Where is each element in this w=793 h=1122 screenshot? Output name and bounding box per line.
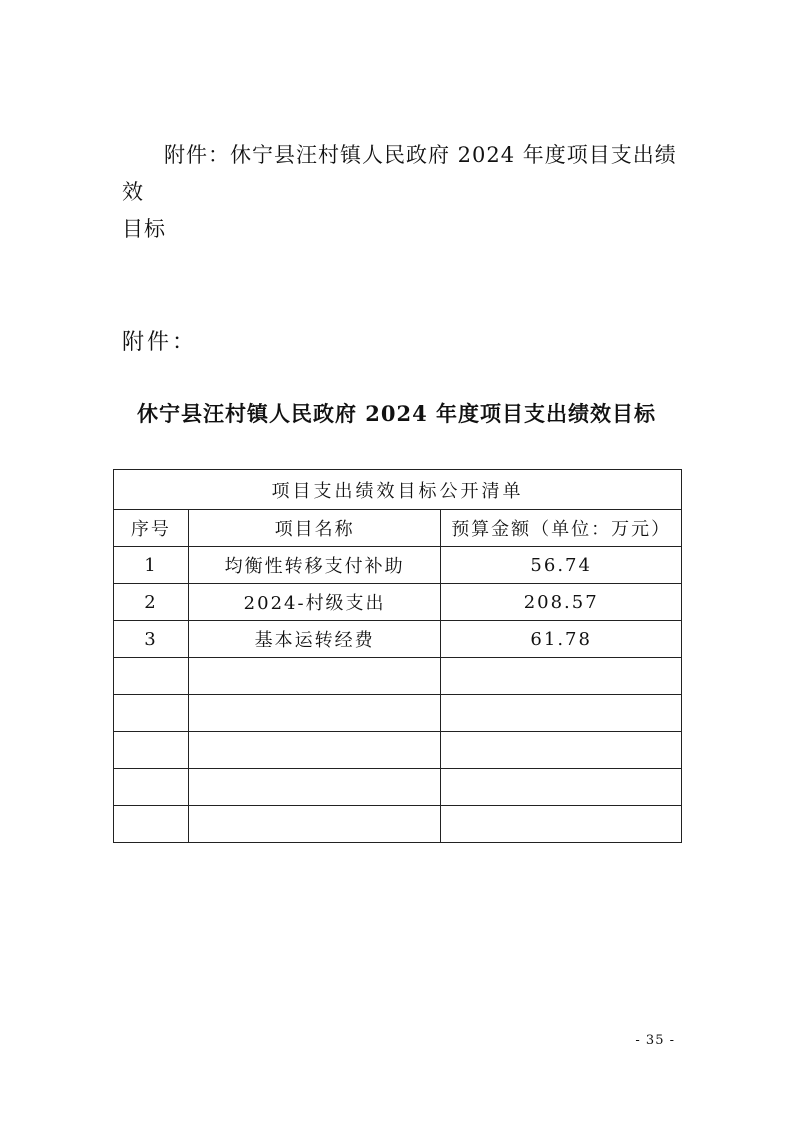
table-row: [114, 621, 682, 658]
table-row: [114, 658, 682, 695]
cell-budget-amount: [441, 806, 682, 843]
intro-line-2: 目标: [122, 217, 166, 241]
table-caption: 项目支出绩效目标公开清单: [114, 470, 682, 510]
cell-project-name: [188, 695, 441, 732]
header-index: 序号: [114, 510, 189, 547]
cell-index: [114, 658, 189, 695]
table-row: [114, 695, 682, 732]
header-project-name: 项目名称: [188, 510, 441, 547]
cell-project-name: 基本运转经费: [188, 621, 441, 658]
cell-index: [114, 732, 189, 769]
cell-project-name: 均衡性转移支付补助: [188, 547, 441, 584]
cell-index: 3: [114, 621, 189, 658]
intro-paragraph: [122, 137, 682, 248]
table-row: [114, 769, 682, 806]
cell-index: [114, 806, 189, 843]
cell-project-name: [188, 732, 441, 769]
table-row: [114, 806, 682, 843]
cell-project-name: [188, 769, 441, 806]
attachment-label: 附件：: [122, 330, 198, 355]
cell-budget-amount: [441, 732, 682, 769]
cell-budget-amount: 56.74: [441, 547, 682, 584]
cell-project-name: [188, 806, 441, 843]
cell-budget-amount: 61.78: [441, 621, 682, 658]
header-budget-amount: 预算金额（单位：万元）: [441, 510, 682, 547]
document-title: 休宁县汪村镇人民政府 2024 年度项目支出绩效目标: [136, 401, 657, 426]
table-caption-row: [114, 470, 682, 510]
cell-project-name: [188, 658, 441, 695]
cell-index: [114, 769, 189, 806]
cell-project-name: 2024-村级支出: [188, 584, 441, 621]
table-row: [114, 547, 682, 584]
table-row: [114, 732, 682, 769]
cell-index: 1: [114, 547, 189, 584]
intro-line-1: 附件：休宁县汪村镇人民政府 2024 年度项目支出绩效: [122, 143, 677, 204]
page-number: - 35 -: [635, 1033, 675, 1048]
table-row: [114, 584, 682, 621]
budget-table: [113, 469, 682, 843]
cell-index: [114, 695, 189, 732]
cell-budget-amount: [441, 658, 682, 695]
cell-budget-amount: [441, 695, 682, 732]
cell-budget-amount: 208.57: [441, 584, 682, 621]
cell-index: 2: [114, 584, 189, 621]
table-header-row: [114, 510, 682, 547]
cell-budget-amount: [441, 769, 682, 806]
